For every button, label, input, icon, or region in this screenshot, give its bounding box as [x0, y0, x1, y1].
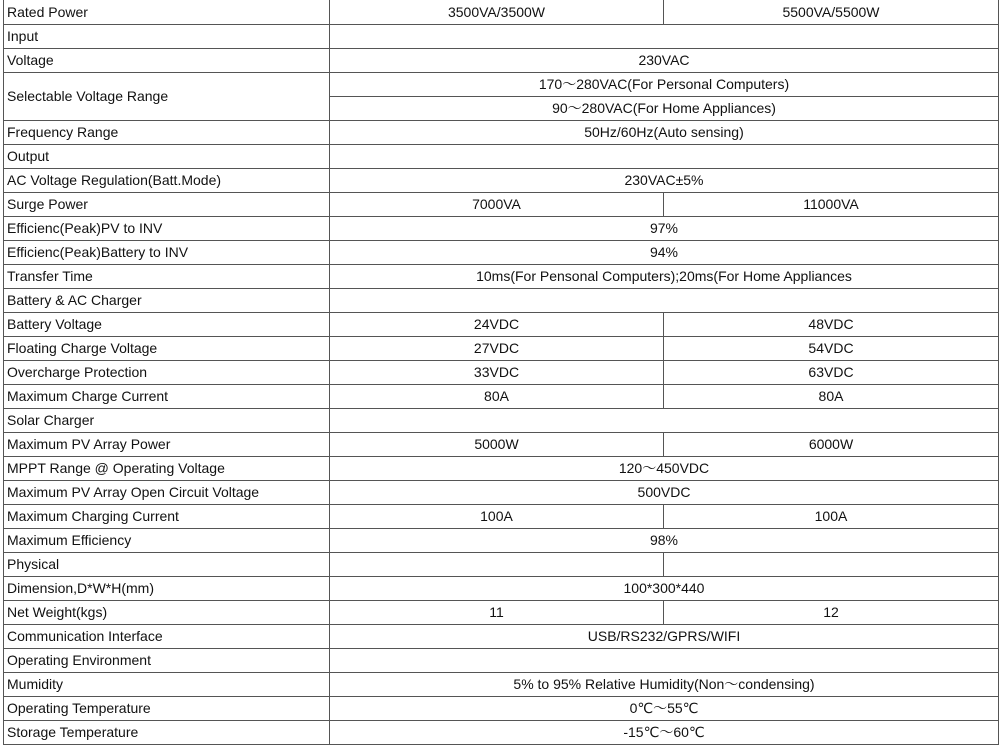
row-label: Efficienc(Peak)PV to INV	[4, 217, 330, 241]
row-value: 90～280VAC(For Home Appliances)	[330, 97, 999, 121]
row-label: Net Weight(kgs)	[4, 601, 330, 625]
table-row	[4, 721, 999, 745]
row-value: 50Hz/60Hz(Auto sensing)	[330, 121, 999, 145]
row-value: 5% to 95% Relative Humidity(Non～condensing)	[330, 673, 999, 697]
table-row	[4, 529, 999, 553]
row-value: 230VAC	[330, 49, 999, 73]
table-row	[4, 361, 999, 385]
row-label: Selectable Voltage Range	[4, 73, 330, 121]
row-value: 80A	[330, 385, 664, 409]
row-value: 500VDC	[330, 481, 999, 505]
table-row	[4, 457, 999, 481]
row-label: Frequency Range	[4, 121, 330, 145]
row-value: 97%	[330, 217, 999, 241]
row-value: 54VDC	[664, 337, 999, 361]
table-row	[4, 601, 999, 625]
table-row	[4, 25, 999, 49]
row-value: 11	[330, 601, 664, 625]
row-value: 24VDC	[330, 313, 664, 337]
row-value: 33VDC	[330, 361, 664, 385]
row-value: 100A	[664, 505, 999, 529]
row-value: 98%	[330, 529, 999, 553]
table-row	[4, 0, 999, 25]
row-label: Battery & AC Charger	[4, 289, 330, 313]
row-label: Communication Interface	[4, 625, 330, 649]
table-row	[4, 145, 999, 169]
row-value: USB/RS232/GPRS/WIFI	[330, 625, 999, 649]
row-value: -15℃～60℃	[330, 721, 999, 745]
row-value: 230VAC±5%	[330, 169, 999, 193]
specification-table-body	[4, 0, 999, 745]
row-label: Efficienc(Peak)Battery to INV	[4, 241, 330, 265]
row-value	[330, 649, 999, 673]
row-label: Transfer Time	[4, 265, 330, 289]
table-row	[4, 337, 999, 361]
row-label: Dimension,D*W*H(mm)	[4, 577, 330, 601]
row-value: 120～450VDC	[330, 457, 999, 481]
row-value: 12	[664, 601, 999, 625]
table-row	[4, 241, 999, 265]
row-label: Storage Temperature	[4, 721, 330, 745]
table-row	[4, 49, 999, 73]
row-label: Maximum Charge Current	[4, 385, 330, 409]
table-row	[4, 481, 999, 505]
row-value: 27VDC	[330, 337, 664, 361]
row-value: 80A	[664, 385, 999, 409]
row-label: Physical	[4, 553, 330, 577]
row-value: 3500VA/3500W	[330, 0, 664, 25]
table-row	[4, 289, 999, 313]
table-row	[4, 193, 999, 217]
table-row	[4, 409, 999, 433]
row-value: 94%	[330, 241, 999, 265]
row-label: Rated Power	[4, 0, 330, 25]
row-label: Operating Temperature	[4, 697, 330, 721]
row-value	[330, 145, 999, 169]
row-label: Solar Charger	[4, 409, 330, 433]
row-label: Maximum PV Array Open Circuit Voltage	[4, 481, 330, 505]
row-value: 5000W	[330, 433, 664, 457]
row-label: Maximum PV Array Power	[4, 433, 330, 457]
row-label: AC Voltage Regulation(Batt.Mode)	[4, 169, 330, 193]
row-value	[330, 289, 999, 313]
table-row	[4, 697, 999, 721]
row-label: Voltage	[4, 49, 330, 73]
row-value: 100A	[330, 505, 664, 529]
table-row	[4, 505, 999, 529]
specification-table	[3, 0, 999, 745]
row-value	[330, 553, 664, 577]
table-row	[4, 433, 999, 457]
table-row	[4, 385, 999, 409]
table-row	[4, 673, 999, 697]
row-label: Surge Power	[4, 193, 330, 217]
row-value	[330, 25, 999, 49]
table-row	[4, 169, 999, 193]
row-label: Floating Charge Voltage	[4, 337, 330, 361]
row-label: Input	[4, 25, 330, 49]
table-row	[4, 649, 999, 673]
row-label: Mumidity	[4, 673, 330, 697]
row-value: 170～280VAC(For Personal Computers)	[330, 73, 999, 97]
row-value	[664, 553, 999, 577]
table-row	[4, 73, 999, 97]
row-value: 0℃～55℃	[330, 697, 999, 721]
table-row	[4, 625, 999, 649]
table-row	[4, 217, 999, 241]
row-value: 6000W	[664, 433, 999, 457]
row-label: MPPT Range @ Operating Voltage	[4, 457, 330, 481]
row-value: 10ms(For Pensonal Computers);20ms(For Home Appliances	[330, 265, 999, 289]
row-value: 5500VA/5500W	[664, 0, 999, 25]
table-row	[4, 313, 999, 337]
table-row	[4, 121, 999, 145]
row-label: Output	[4, 145, 330, 169]
row-label: Overcharge Protection	[4, 361, 330, 385]
row-value: 48VDC	[664, 313, 999, 337]
row-value: 100*300*440	[330, 577, 999, 601]
table-row	[4, 265, 999, 289]
row-value: 7000VA	[330, 193, 664, 217]
row-value: 11000VA	[664, 193, 999, 217]
row-label: Maximum Efficiency	[4, 529, 330, 553]
table-row	[4, 553, 999, 577]
row-value: 63VDC	[664, 361, 999, 385]
row-label: Operating Environment	[4, 649, 330, 673]
row-label: Maximum Charging Current	[4, 505, 330, 529]
row-value	[330, 409, 999, 433]
row-label: Battery Voltage	[4, 313, 330, 337]
table-row	[4, 577, 999, 601]
